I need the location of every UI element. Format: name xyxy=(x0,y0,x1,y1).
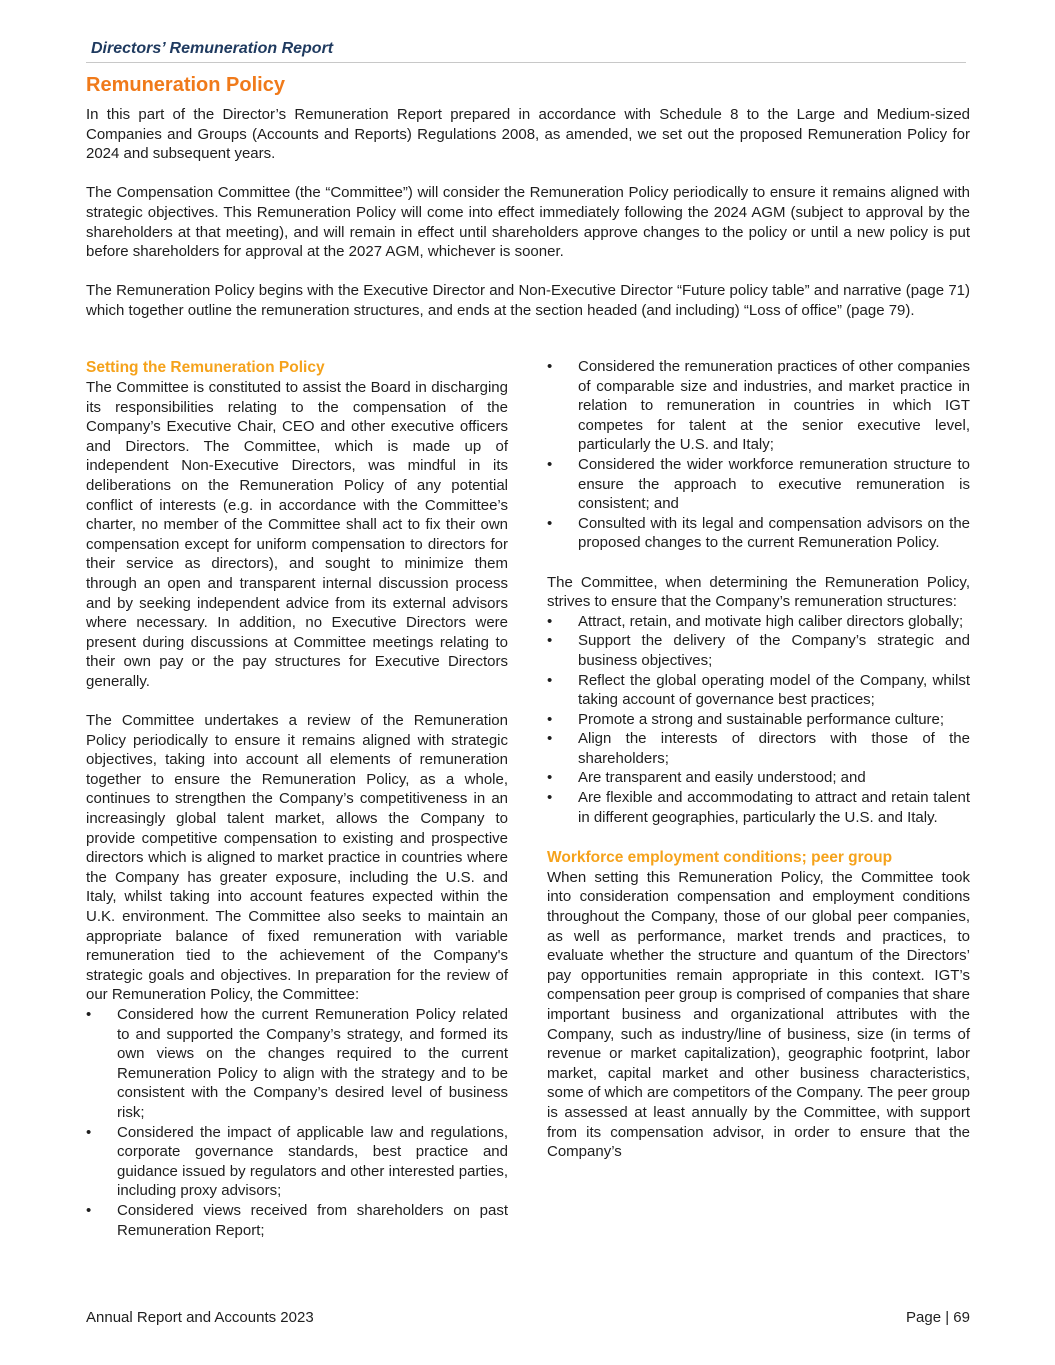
footer-report-name: Annual Report and Accounts 2023 xyxy=(86,1309,314,1326)
intro-paragraph: In this part of the Director’s Remuneration Report prepared in accordance with Schedule 8 to the Large and Medium-sized Companies and Groups (Accounts and Reports) Regulations 2008, as amended, we set out the proposed Remuneration Policy for 2024 and subsequent years. xyxy=(86,106,970,163)
section-heading-setting-policy: Setting the Remuneration Policy xyxy=(86,359,325,376)
list-item xyxy=(86,1123,508,1201)
page-title: Remuneration Policy xyxy=(86,74,285,96)
list-item-text: Considered how the current Remuneration Policy related to and supported the Company’s strategy, and formed its own views on the changes required to the current Remuneration Policy to align with the strategy and to be consistent with the Company’s desired level of business risk; xyxy=(117,1006,508,1121)
list-item-text: Support the delivery of the Company’s strategic and business objectives; xyxy=(578,632,970,669)
body-paragraph: The Committee undertakes a review of the Remuneration Policy periodically to ensure it remains aligned with strategic objectives, taking into account all elements of remuneration together to ensure the Remuneration Policy, as a whole, continues to strengthen the Company’s competitiveness in an increasingly global talent market, allows the Company to provide competitive compensation to existing and prospective directors which is aligned to market practice in countries where the Company has greater exposure, including the U.S. and Italy, whilst taking into account features expected within the U.K. environment. The Committee also seeks to maintain an appropriate balance of fixed remuneration with variable remuneration tied to the achievement of the Company's strategic goals and objectives. In preparation for the review of our Remuneration Policy, the Committee: xyxy=(86,712,508,1004)
list-item-text: Considered the wider workforce remuneration structure to ensure the approach to executive remuneration is consistent; and xyxy=(578,455,970,513)
right-column xyxy=(547,357,970,1162)
list-item xyxy=(547,768,970,788)
list-item xyxy=(547,671,970,710)
list-item-text: Are flexible and accommodating to attract and retain talent in different geographies, particularly the U.S. and Italy. xyxy=(578,789,970,826)
bullet-list xyxy=(547,357,970,553)
list-item-text: Reflect the global operating model of the Company, whilst taking account of governance best practices; xyxy=(578,671,970,709)
intro-paragraph: The Remuneration Policy begins with the Executive Director and Non-Executive Director “Future policy table” and narrative (page 71) which together outline the remuneration structures, and ends at the section headed (and including) “Loss of office” (page 79). xyxy=(86,282,970,319)
footer-page-number: Page | 69 xyxy=(906,1309,970,1326)
section-heading-workforce: Workforce employment conditions; peer group xyxy=(547,848,893,866)
list-item xyxy=(547,710,970,730)
list-item-text: Considered the remuneration practices of other companies of comparable size and industries, and market practice in relation to remuneration in countries in which IGT competes for talent at the senior executive level, particularly the U.S. and Italy; xyxy=(578,358,970,454)
list-item-text: Promote a strong and sustainable performance culture; xyxy=(578,710,945,728)
list-item xyxy=(547,514,970,553)
bullet-icon: • xyxy=(86,1201,92,1219)
list-item xyxy=(86,1201,508,1240)
section-header-title: Directors’ Remuneration Report xyxy=(91,40,334,57)
bullet-icon: • xyxy=(547,632,553,650)
bullet-icon: • xyxy=(547,514,553,532)
body-paragraph: When setting this Remuneration Policy, the Committee took into consideration compensation and employment conditions throughout the Company, those of our global peer companies, as well as performance, market trends and practices, to evaluate whether the structure and quantum of the Directors’ pay opportunities remain appropriate in this context. IGT’s compensation peer group is comprised of companies that share important business and organizational attributes with the Company, such as industry/line of business, size (in terms of revenue or market capitalization), geographic footprint, labor market, capital market and other business characteristics, some of which are competitors of the Company. The peer group is assessed at least annually by the Committee, with support from its compensation advisor, in order to ensure that the Company’s xyxy=(547,868,970,1161)
bullet-icon: • xyxy=(86,1123,92,1141)
body-paragraph: The Committee, when determining the Remuneration Policy, strives to ensure that the Company’s remuneration structures: xyxy=(547,573,970,611)
list-item xyxy=(547,729,970,768)
body-paragraph: The Committee is constituted to assist the Board in discharging its responsibilities relating to the compensation of the Company’s Executive Chair, CEO and other executive officers and Directors. The Committee, which is made up of independent Non-Executive Directors, was mindful in its deliberations on the Remuneration Policy of any potential conflict of interests (e.g. in accordance with the Committee’s charter, no member of the Committee shall act to fix their own compensation except for uniform compensation to directors for their service as directors), and sought to minimize them through an open and transparent internal discussion process and by seeking independent advice from its external advisors where necessary. In addition, no Executive Directors were present during discussions at Committee meetings relating to their own pay or the pay structures for Executive Directors generally. xyxy=(86,379,508,690)
intro-paragraph: The Compensation Committee (the “Committee”) will consider the Remuneration Policy periodically to ensure it remains aligned with strategic objectives. This Remuneration Policy will come into effect immediately following the 2024 AGM (subject to approval by the shareholders at that meeting), and will remain in effect until shareholders approve changes to the policy or until a new policy is put before shareholders for approval at the 2027 AGM, whichever is sooner. xyxy=(86,184,970,261)
list-item xyxy=(547,357,970,455)
list-item-text: Consulted with its legal and compensation advisors on the proposed changes to the current Remuneration Policy. xyxy=(578,514,970,552)
bullet-icon: • xyxy=(86,1006,92,1023)
bullet-icon: • xyxy=(547,769,553,787)
left-column xyxy=(86,357,508,1240)
list-item xyxy=(547,455,970,514)
list-item-text: Align the interests of directors with those of the shareholders; xyxy=(578,730,970,767)
bullet-icon: • xyxy=(547,671,553,689)
list-item xyxy=(86,1005,508,1123)
list-item xyxy=(547,612,970,632)
bullet-list xyxy=(547,612,970,828)
bullet-icon: • xyxy=(547,612,553,630)
bullet-icon: • xyxy=(547,710,553,728)
list-item-text: Considered the impact of applicable law and regulations, corporate governance standards, best practice and guidance issued by regulators and other interested parties, including proxy advisors; xyxy=(117,1123,508,1200)
list-item-text: Considered views received from shareholders on past Remuneration Report; xyxy=(117,1201,508,1239)
intro-section xyxy=(86,105,970,340)
bullet-icon: • xyxy=(547,789,553,807)
header-divider xyxy=(86,62,966,63)
bullet-list xyxy=(86,1005,508,1240)
bullet-icon: • xyxy=(547,730,553,748)
list-item-text: Are transparent and easily understood; and xyxy=(578,769,866,787)
list-item xyxy=(547,631,970,670)
bullet-icon: • xyxy=(547,455,553,473)
list-item-text: Attract, retain, and motivate high caliber directors globally; xyxy=(578,612,964,630)
bullet-icon: • xyxy=(547,358,553,375)
list-item xyxy=(547,788,970,827)
